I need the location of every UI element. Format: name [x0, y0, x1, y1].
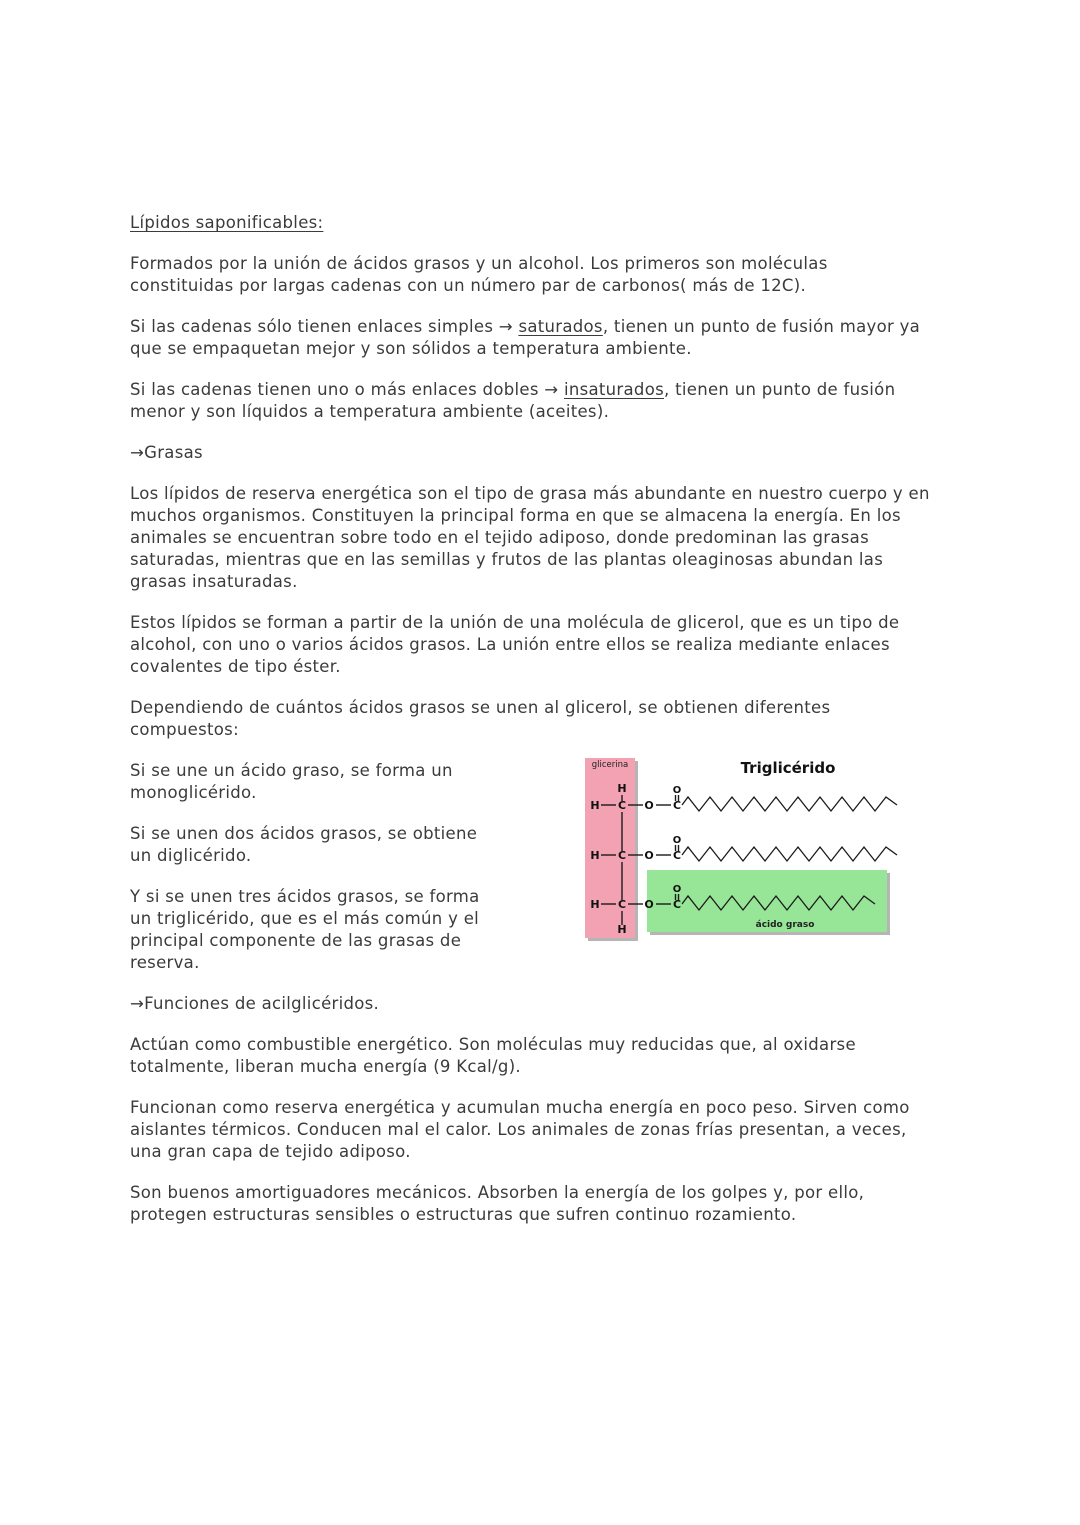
figure-title: Triglicérido [740, 759, 836, 777]
atom-h: H [590, 898, 600, 911]
fatty-acid-chain [682, 797, 897, 811]
atom-c: C [617, 799, 627, 812]
paragraph-unsaturated [130, 379, 930, 423]
triglyceride-structure-svg [583, 756, 907, 944]
glycerin-label: glicerina [591, 760, 629, 770]
fatty-acid-label: ácido graso [755, 920, 815, 930]
atom-o-carbonyl: O [672, 884, 682, 895]
paragraph-shock-absorber: Son buenos amortiguadores mecánicos. Absorben la energía de los golpes y, por ello, protegen estructuras sensibles o estructuras que sufren continuo rozamiento. [130, 1183, 865, 1224]
paragraph-glycerol: Estos lípidos se forman a partir de la unión de una molécula de glicerol, que es un tipo de alcohol, con uno o varios ácidos grasos. La unión entre ellos se realiza mediante enlaces covalentes de tipo éster. [130, 613, 900, 676]
atom-h-top: H [617, 782, 627, 795]
paragraph-text: Si las cadenas tienen uno o más enlaces dobles → [130, 380, 564, 399]
paragraph-text: Si las cadenas sólo tienen enlaces simples → [130, 317, 519, 336]
paragraph-intro: Formados por la unión de ácidos grasos y un alcohol. Los primeros son moléculas constituidas por largas cadenas con un número par de carbonos( más de 12C). [130, 254, 828, 295]
fatty-acid-chain [682, 847, 897, 861]
atom-c: C [672, 799, 682, 812]
text-figure-row [130, 760, 930, 993]
paragraph-triglyceride: Y si se unen tres ácidos grasos, se forma un triglicérido, que es el más común y el principal componente de las grasas de reserva. [130, 887, 480, 972]
paragraph-diglyceride: Si se unen dos ácidos grasos, se obtiene un diglicérido. [130, 824, 478, 865]
paragraph-reserve: Funcionan como reserva energética y acumulan mucha energía en poco peso. Sirven como aislantes térmicos. Conducen mal el calor. Los animales de zonas frías presentan, a veces, una gran capa de tejido adiposo. [130, 1098, 910, 1161]
glycerin-box [585, 758, 635, 938]
heading-grasas: →Grasas [130, 443, 203, 462]
paragraph-depending: Dependiendo de cuántos ácidos grasos se unen al glicerol, se obtienen diferentes compuestos: [130, 698, 831, 739]
atom-o: O [644, 849, 654, 862]
paragraph-monoglyceride: Si se une un ácido graso, se forma un monoglicérido. [130, 761, 453, 802]
paragraph-text: , tienen un punto de fusión menor y son líquidos a temperatura ambiente (aceites). [130, 380, 896, 421]
atom-o: O [644, 898, 654, 911]
underlined-term-insaturados: insaturados [563, 380, 664, 399]
triglyceride-diagram [583, 756, 907, 948]
paragraph-reserve-lipids: Los lípidos de reserva energética son el tipo de grasa más abundante en nuestro cuerpo y en muchos organismos. Constituyen la principal forma en que se almacena la energía. En los animales se encuentran sobre todo en el tejido adiposo, donde predominan las grasas saturadas, mientras que en las semillas y frutos de las plantas oleaginosas abundan las grasas insaturadas. [130, 484, 930, 591]
atom-c: C [672, 898, 682, 911]
atom-o: O [644, 799, 654, 812]
paragraph-fuel: Actúan como combustible energético. Son moléculas muy reducidas que, al oxidarse totalmente, liberan mucha energía (9 Kcal/g). [130, 1035, 856, 1076]
paragraph-saturated [130, 316, 930, 360]
atom-c: C [617, 849, 627, 862]
glyceride-text-column [130, 760, 482, 993]
atom-o-carbonyl: O [672, 785, 682, 796]
atom-c: C [617, 898, 627, 911]
atom-h: H [590, 799, 600, 812]
heading-funciones: →Funciones de acilglicéridos. [130, 994, 380, 1013]
atom-h-bottom: H [617, 923, 627, 936]
page-title: Lípidos saponificables: [130, 213, 324, 232]
paragraph-text: , tienen un punto de fusión mayor ya que se empaquetan mejor y son sólidos a temperatura ambiente. [130, 317, 921, 358]
underlined-term-saturados: saturados [518, 317, 603, 336]
atom-o-carbonyl: O [672, 835, 682, 846]
atom-h: H [590, 849, 600, 862]
atom-c: C [672, 849, 682, 862]
